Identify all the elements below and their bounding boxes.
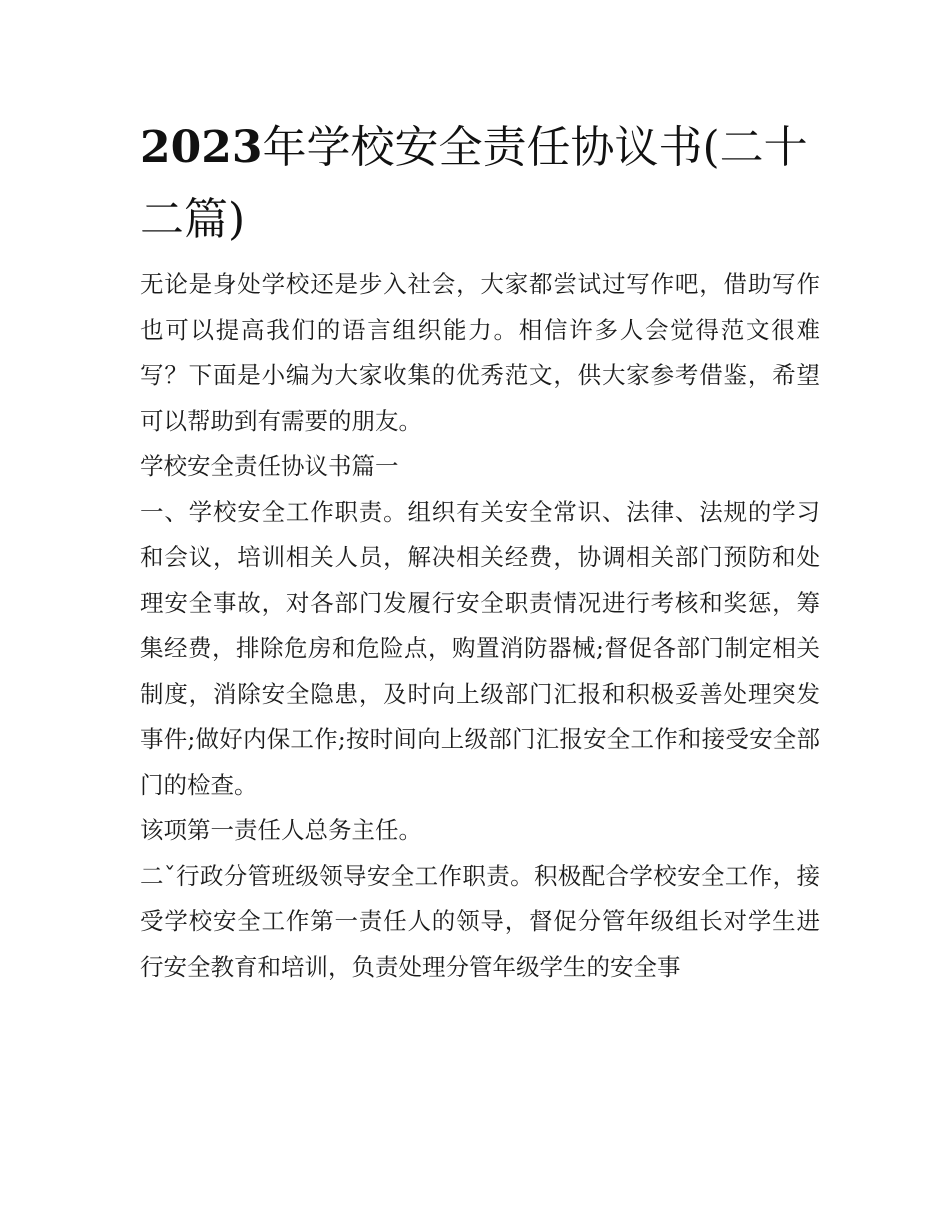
item-1-responsible: 该项第一责任人总务主任。 [140, 816, 422, 844]
intro-paragraph: 无论是身处学校还是步入社会，大家都尝试过写作吧，借助写作也可以提高我们的语言组织能力。相信许多人会觉得范文很难写？下面是小编为大家收集的优秀范文，供大家参考借鉴，希望可以帮助到有需要的朋友。 [140, 270, 820, 435]
document-title [140, 112, 820, 256]
item-1-paragraph: 一、学校安全工作职责。组织有关安全常识、法律、法规的学习和会议，培训相关人员，解决相关经费，协调相关部门预防和处理安全事故，对各部门发履行安全职责情况进行考核和奖惩，筹集经费，排除危房和危险点，购置消防器械;督促各部门制定相关制度，消除安全隐患，及时向上级部门汇报和积极妥善处理突发事件;做好内保工作;按时间向上级部门汇报安全工作和接受安全部门的检查。 [140, 497, 820, 799]
section-heading: 学校安全责任协议书篇一 [140, 452, 399, 480]
document-body [140, 112, 820, 990]
item-2-paragraph: 二ˇ行政分管班级领导安全工作职责。积极配合学校安全工作，接受学校安全工作第一责任人的领导，督促分管年级组长对学生进行安全教育和培训，负责处理分管年级学生的安全事 [140, 861, 820, 981]
title-text: 年学校安全责任协议书(二十二篇) [140, 122, 808, 245]
title-year: 2023 [140, 122, 263, 173]
